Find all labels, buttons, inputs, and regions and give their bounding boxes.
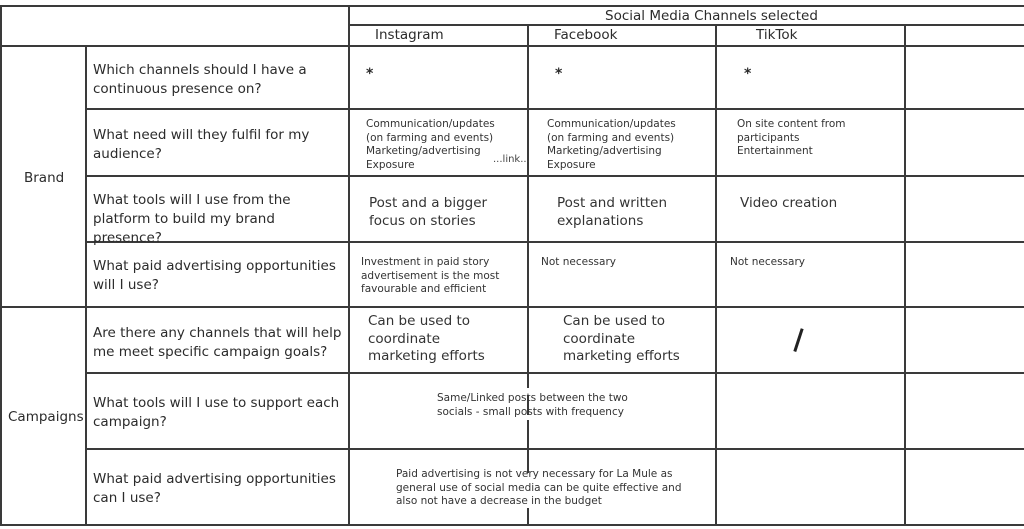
question-audience-need: What need will they fulfil for my audience?: [93, 127, 310, 162]
grid-line: [0, 5, 2, 526]
question-campaign-tools: What tools will I use to support each campaign?: [93, 395, 340, 430]
need-facebook: Communication/updates (on farming and events) Marketing/advertising Exposure: [547, 118, 676, 171]
grid-line: [715, 24, 717, 526]
paid-ads-facebook: Not necessary: [541, 256, 616, 268]
channel-header-tiktok: TikTok: [756, 27, 798, 43]
grid-line: [86, 175, 1024, 177]
question-continuous-presence: Which channels should I have a continuous presence on?: [93, 62, 307, 97]
grid-line: [86, 372, 1024, 374]
grid-line: [0, 524, 1024, 526]
presence-instagram: *: [366, 66, 374, 82]
grid-line: [348, 5, 350, 526]
grid-line: [85, 45, 87, 526]
grid-line: [86, 448, 1024, 450]
grid-line: [527, 420, 529, 473]
link-annotation: ...link...: [493, 154, 530, 165]
question-brand-paid-ads: What paid advertising opportunities will I use?: [93, 258, 336, 293]
campaign-tools-note: Same/Linked posts between the two socials - small posts with frequency: [437, 392, 628, 418]
question-brand-tools: What tools will I use from the platform to build my brand presence?: [93, 192, 291, 246]
channel-header-facebook: Facebook: [554, 27, 618, 43]
presence-tiktok: *: [744, 66, 752, 82]
header-title: Social Media Channels selected: [605, 8, 818, 24]
grid-line: [86, 108, 1024, 110]
tools-instagram: Post and a bigger focus on stories: [369, 195, 488, 229]
need-instagram: Communication/updates (on farming and events) Marketing/advertising Exposure: [366, 118, 495, 171]
need-tiktok: On site content from participants Entertainment: [737, 118, 846, 157]
campaign-paid-ads-note: Paid advertising is not very necessary for La Mule as general use of social media can be quite effective and also not have a decrease in the budget: [396, 468, 682, 507]
question-campaign-goals: Are there any channels that will help me meet specific campaign goals?: [93, 325, 342, 360]
grid-line: [0, 5, 1024, 7]
tools-tiktok: Video creation: [740, 195, 838, 211]
section-label-campaigns: Campaigns: [8, 409, 84, 425]
grid-line: [0, 306, 1024, 308]
question-campaign-paid-ads: What paid advertising opportunities can I use?: [93, 471, 336, 506]
campaign-goals-facebook: Can be used to coordinate marketing efforts: [563, 313, 680, 364]
paid-ads-tiktok: Not necessary: [730, 256, 805, 268]
campaign-goals-instagram: Can be used to coordinate marketing efforts: [368, 313, 485, 364]
campaign-goals-tiktok-slash: [793, 328, 803, 352]
grid-line: [527, 508, 529, 526]
tools-facebook: Post and written explanations: [557, 195, 668, 229]
grid-line: [0, 45, 1024, 47]
presence-facebook: *: [555, 66, 563, 82]
section-label-brand: Brand: [24, 170, 65, 186]
channel-header-instagram: Instagram: [375, 27, 444, 43]
paid-ads-instagram: Investment in paid story advertisement is the most favourable and efficient: [361, 256, 500, 295]
grid-line: [904, 24, 906, 526]
grid-line: [527, 24, 529, 388]
